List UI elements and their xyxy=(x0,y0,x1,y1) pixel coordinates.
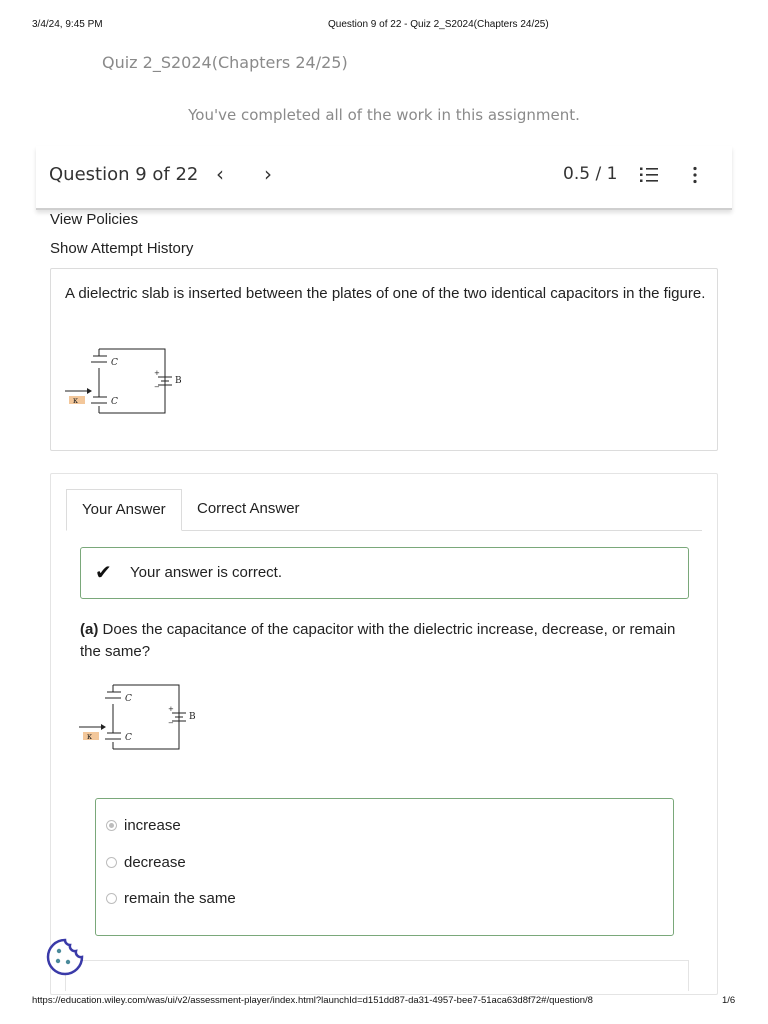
feedback-message: Your answer is correct. xyxy=(130,564,283,581)
completed-message: You've completed all of the work in this assignment. xyxy=(188,106,580,124)
battery-label: B xyxy=(189,712,196,722)
plus-label: + xyxy=(168,705,174,713)
cap-label-top: C xyxy=(125,694,132,704)
answer-options xyxy=(95,798,674,936)
cap-label-bottom: C xyxy=(111,397,118,407)
tab-your-answer[interactable]: Your Answer xyxy=(66,489,182,531)
radio-remain-same[interactable] xyxy=(106,893,117,904)
cookie-settings-button[interactable] xyxy=(45,937,85,982)
option-label: decrease xyxy=(124,854,186,871)
circuit-figure-part-a xyxy=(79,681,209,760)
option-decrease[interactable] xyxy=(106,854,186,871)
question-text: A dielectric slab is inserted between the plates of one of the two identical capacitors in the figure. xyxy=(65,285,706,302)
cap-label-top: C xyxy=(111,358,118,368)
cookie-icon xyxy=(45,937,85,977)
next-question-button[interactable] xyxy=(264,162,272,186)
minus-label: − xyxy=(168,719,174,727)
part-a-question xyxy=(80,619,695,663)
radio-increase[interactable] xyxy=(106,820,117,831)
cap-label-bottom: C xyxy=(125,733,132,743)
plus-label: + xyxy=(154,369,160,377)
view-policies-link[interactable]: View Policies xyxy=(50,211,139,228)
attempt-history-link[interactable]: Show Attempt History xyxy=(50,240,194,257)
option-increase[interactable] xyxy=(106,817,181,834)
minus-label: − xyxy=(154,383,160,391)
correct-feedback xyxy=(80,547,689,599)
more-vertical-icon[interactable] xyxy=(691,166,699,189)
print-page-title: Question 9 of 22 - Quiz 2_S2024(Chapters 24/25) xyxy=(328,19,549,30)
next-part-card xyxy=(65,960,689,991)
footer-url: https://education.wiley.com/was/ui/v2/assessment-player/index.html?launchId=d151dd87-da31-4957-bee7-51aca63d8f72#/question/8 xyxy=(32,995,593,1006)
quiz-title: Quiz 2_S2024(Chapters 24/25) xyxy=(102,53,348,72)
radio-decrease[interactable] xyxy=(106,857,117,868)
chevron-right-icon: › xyxy=(264,162,272,186)
print-datetime: 3/4/24, 9:45 PM xyxy=(32,19,103,30)
prev-question-button[interactable] xyxy=(216,162,224,186)
footer-page: 1/6 xyxy=(722,995,736,1006)
part-a-label: (a) xyxy=(80,621,99,638)
question-card xyxy=(50,268,718,451)
list-icon[interactable] xyxy=(639,166,659,189)
option-label: increase xyxy=(124,817,181,834)
question-bar xyxy=(36,146,732,210)
option-remain-same[interactable] xyxy=(106,890,236,907)
chevron-left-icon: ‹ xyxy=(216,162,224,186)
circuit-figure xyxy=(65,345,195,424)
kappa-label: κ xyxy=(73,396,78,405)
part-a-text: Does the capacitance of the capacitor with the dielectric increase, decrease, or remain the same? xyxy=(80,621,676,660)
option-label: remain the same xyxy=(124,890,236,907)
tab-correct-answer[interactable]: Correct Answer xyxy=(197,500,300,517)
question-score: 0.5 / 1 xyxy=(563,164,618,184)
answer-section xyxy=(50,473,718,995)
kappa-label: κ xyxy=(87,732,92,741)
battery-label: B xyxy=(175,376,182,386)
question-number: Question 9 of 22 xyxy=(49,164,199,185)
answer-tabs xyxy=(66,489,702,531)
check-icon: ✔ xyxy=(95,562,112,584)
